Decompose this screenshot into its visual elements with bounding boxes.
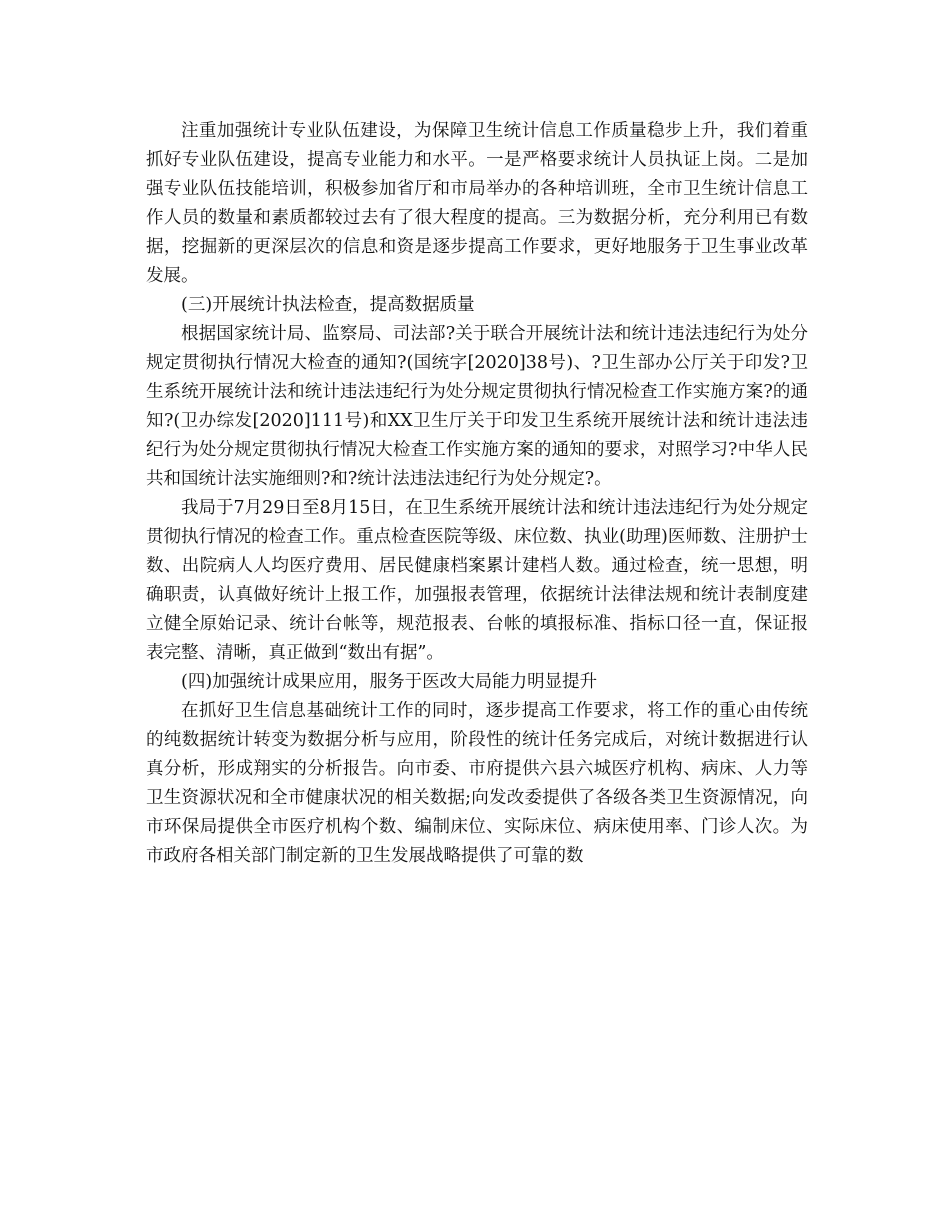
paragraph-inspection-basis: 根据国家统计局、监察局、司法部?关于联合开展统计法和统计违法违纪行为处分规定贯彻执行情况大检查的通知?(国统字[2020]38号)、?卫生部办公厅关于印发?卫生系统开展统计法和统计违法违纪行为处分规定贯彻执行情况检查工作实施方案?的通知?(卫办综发[2020]111号)和XX卫生厅关于印发卫生系统开展统计法和统计违法违纪行为处分规定贯彻执行情况大检查工作实施方案的通知的要求，对照学习?中华人民共和国统计法实施细则?和?统计法违法违纪行为处分规定?。 [146,324,808,489]
paragraph-team-building: 注重加强统计专业队伍建设，为保障卫生统计信息工作质量稳步上升，我们着重抓好专业队伍建设，提高专业能力和水平。一是严格要求统计人员执证上岗。二是加强专业队伍技能培训，积极参加省厅和市局举办的各种培训班，全市卫生统计信息工作人员的数量和素质都较过去有了很大程度的提高。三为数据分析，充分利用已有数据，挖掘新的更深层次的信息和资是逐步提高工作要求，更好地服务于卫生事业改革发展。 [146,121,808,286]
document-body [146,117,808,871]
section-heading-4: (四)加强统计成果应用，服务于医改大局能力明显提升 [181,672,598,692]
section-heading-3: (三)开展统计执法检查，提高数据质量 [181,295,475,315]
paragraph-inspection-work: 我局于7月29日至8月15日，在卫生系统开展统计法和统计违法违纪行为处分规定贯彻执行情况的检查工作。重点检查医院等级、床位数、执业(助理)医师数、注册护士数、出院病人人均医疗费用、居民健康档案累计建档人数。通过检查，统一思想，明确职责，认真做好统计上报工作，加强报表管理，依据统计法律法规和统计表制度建立健全原始记录、统计台帐等，规范报表、台帐的填报标准、指标口径一直，保证报表完整、清晰，真正做到“数出有据”。 [146,498,808,663]
paragraph-results-application: 在抓好卫生信息基础统计工作的同时，逐步提高工作要求，将工作的重心由传统的纯数据统计转变为数据分析与应用，阶段性的统计任务完成后，对统计数据进行认真分析，形成翔实的分析报告。向市委、市府提供六县六城医疗机构、病床、人力等卫生资源状况和全市健康状况的相关数据;向发改委提供了各级各类卫生资源情况，向市环保局提供全市医疗机构个数、编制床位、实际床位、病床使用率、门诊人次。为市政府各相关部门制定新的卫生发展战略提供了可靠的数 [146,701,808,866]
